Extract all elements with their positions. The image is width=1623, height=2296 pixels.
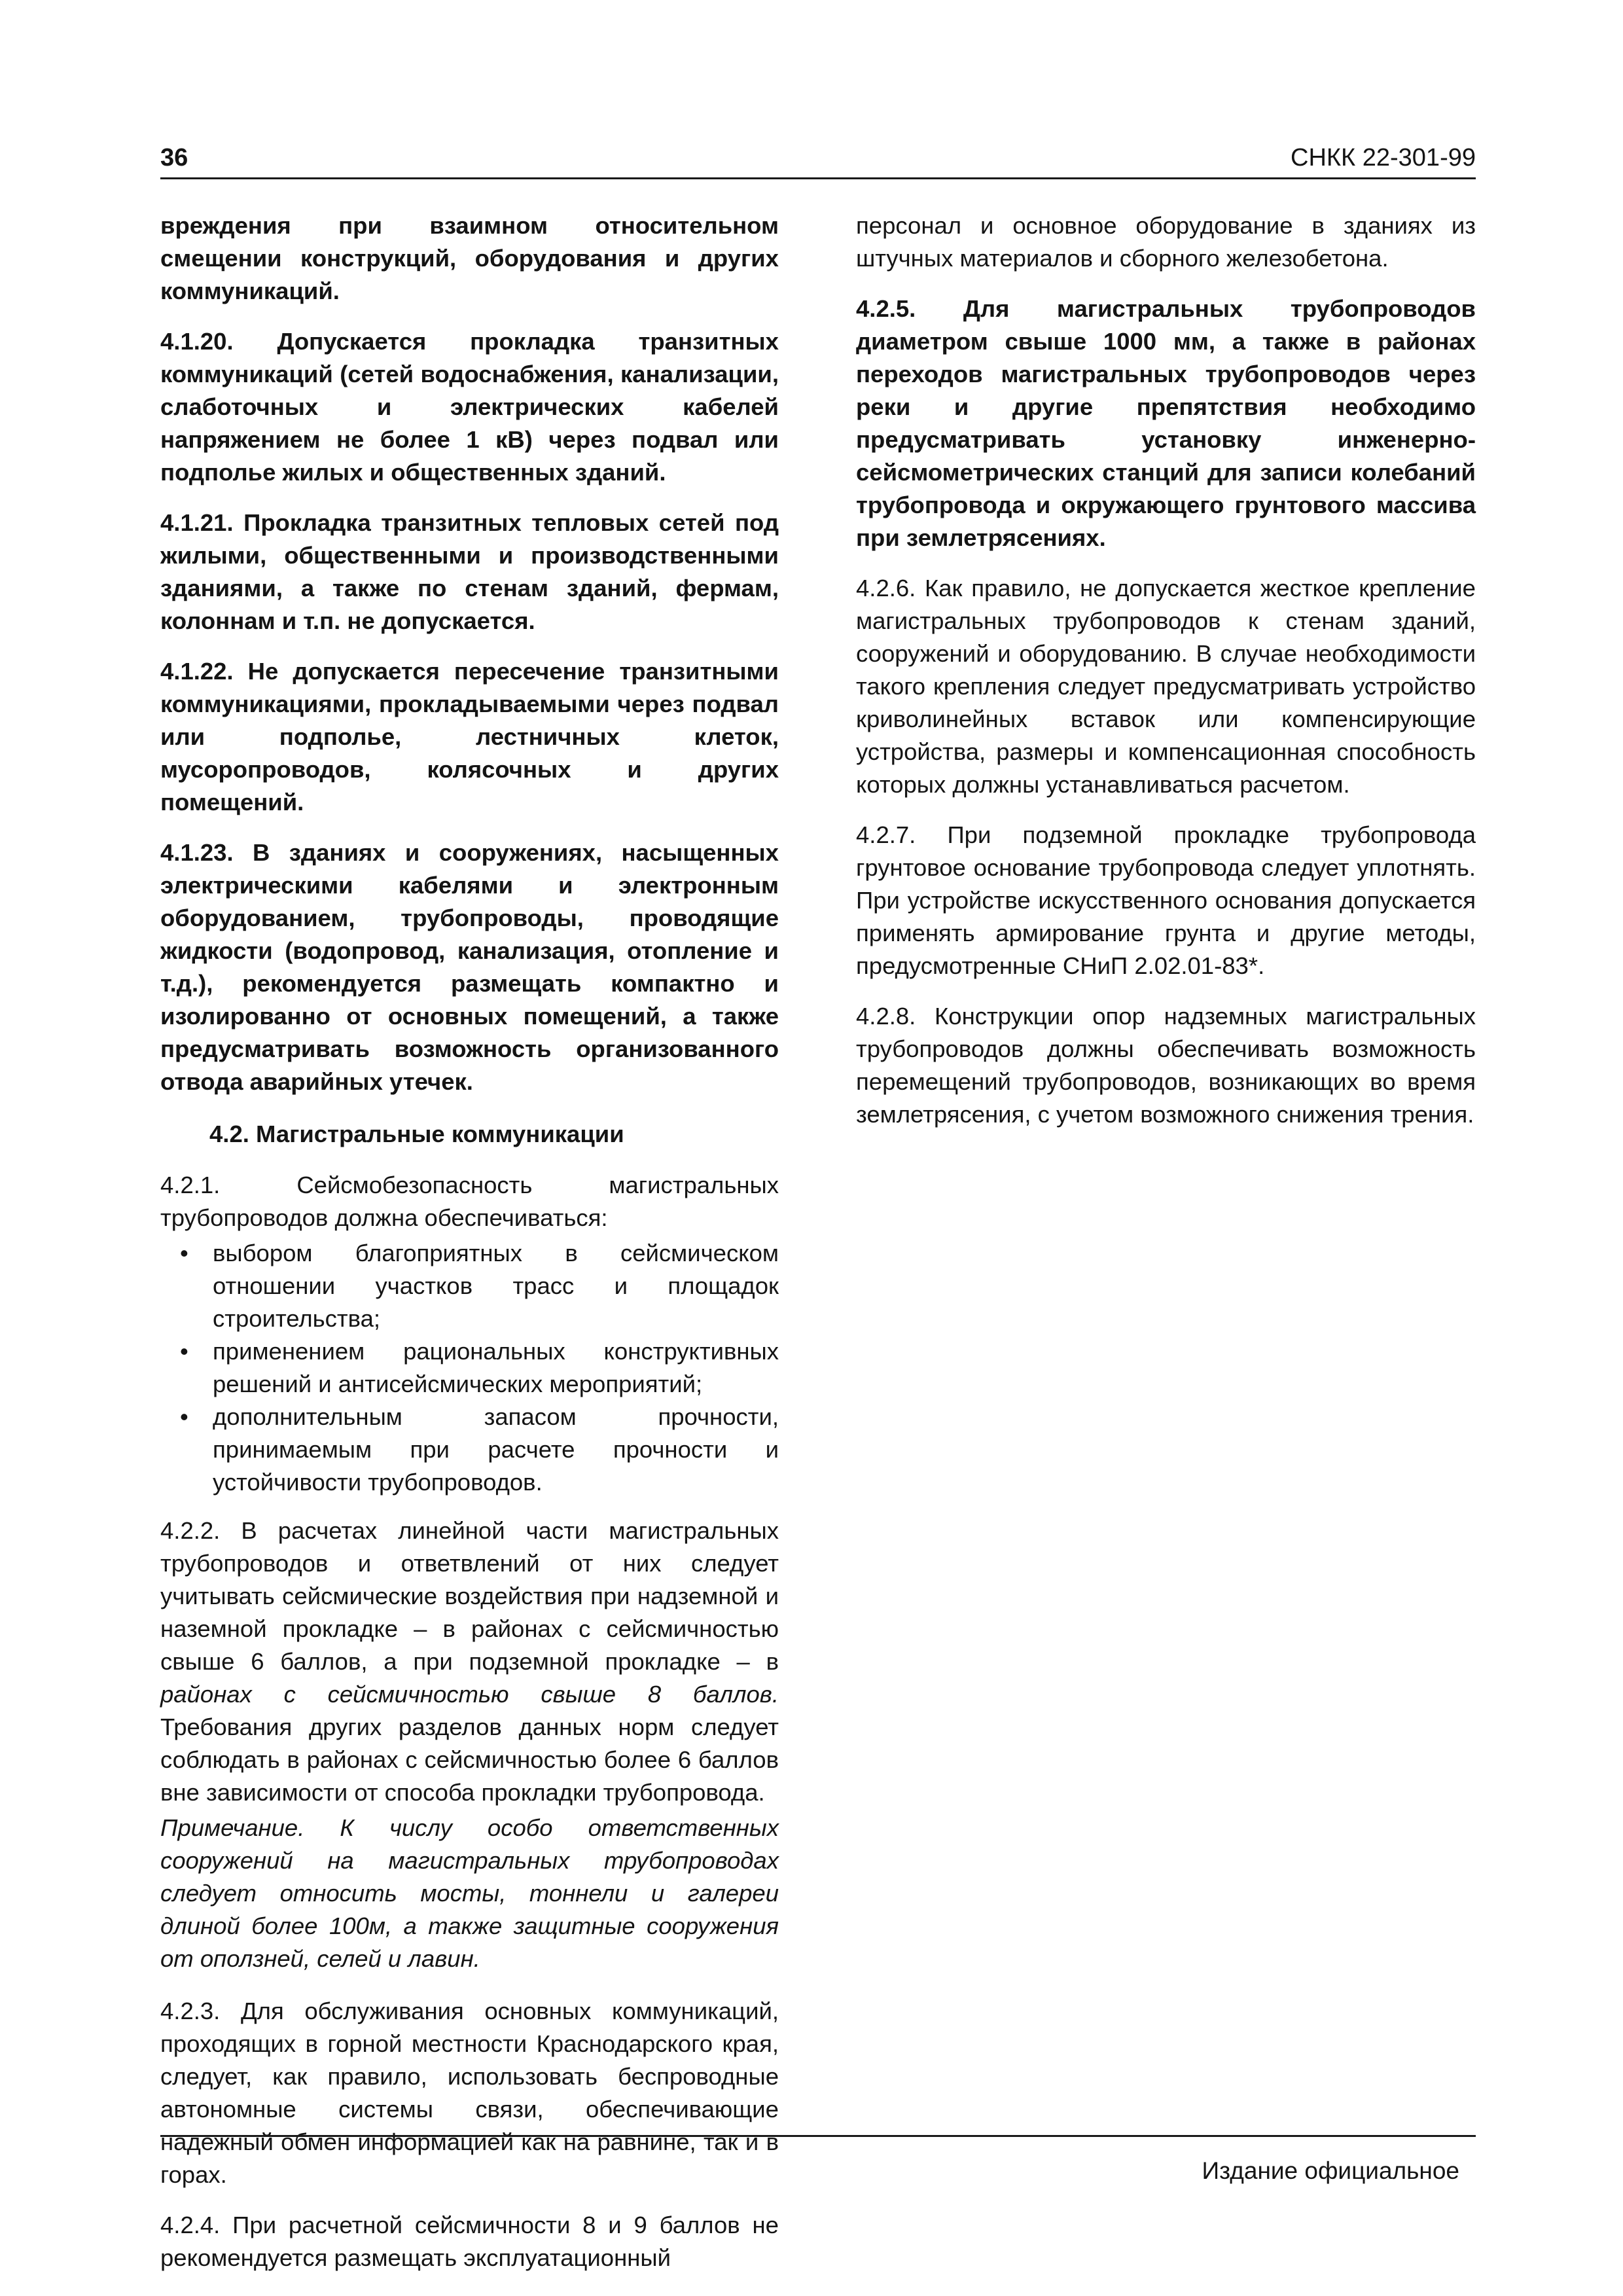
clause-text: Прокладка транзитных тепловых сетей под жилыми, общественными и производственными зданиями, а также по стенам зданий, фермам, колоннам и т.п. не допускается. — [160, 509, 779, 634]
page-number: 36 — [160, 144, 188, 171]
paragraph-4-2-7 — [856, 819, 1476, 982]
clause-text: Для обслуживания основных коммуникаций, проходящих в горной местности Краснодарского края, следует, как правило, использовать беспроводные автономные системы связи, обеспечивающие надежный обмен информацией как на равнине, так и в горах. — [160, 1998, 779, 2188]
paragraph-continuation: персонал и основное оборудование в зданиях из штучных материалов и сборного железобетона. — [856, 212, 1476, 272]
bullet-icon: • — [180, 1338, 188, 1365]
paragraph-4-1-23 — [160, 836, 779, 1098]
clause-number: 4.2.6. — [856, 575, 916, 601]
clause-text: Не допускается пересечение транзитными коммуникациями, прокладываемыми через подвал или подполье, лестничных клеток, мусоропроводов, колясочных и других помещений. — [160, 658, 779, 816]
clause-text: В зданиях и сооружениях, насыщенных электрическими кабелями и электронным оборудованием, трубопроводы, проводящие жидкости (водопровод, канализация, отопление и т.д.), рекомендуется размещать компактно и изолированно от основных помещений, а также предусматривать возможность организованного отвода аварийных утечек. — [160, 839, 779, 1095]
clause-number: 4.1.20. — [160, 328, 234, 355]
clause-text: Допускается прокладка транзитных коммуникаций (сетей водоснабжения, канализации, слаботочных и электрических кабелей напряжением не более 1 кВ) через подвал или подполье жилых и общественных зданий. — [160, 328, 779, 486]
clause-number: 4.1.22. — [160, 658, 234, 685]
note — [160, 1812, 779, 1975]
clause-text: Конструкции опор надземных магистральных трубопроводов должны обеспечивать возможность перемещений трубопроводов, возникающих во время землетрясения, с учетом возможного снижения трения. — [856, 1003, 1476, 1128]
list-item-text: выбором благоприятных в сейсмическом отношении участков трасс и площадок строительства; — [213, 1240, 779, 1332]
right-column — [856, 209, 1476, 1149]
paragraph-4-1-22 — [160, 655, 779, 819]
paragraph-4-2-6 — [856, 572, 1476, 801]
paragraph-continuation: вреждения при взаимном относительном смещении конструкций, оборудования и других коммуникаций. — [160, 212, 779, 304]
paragraph-4-2-2 — [160, 1515, 779, 1809]
left-column — [160, 209, 779, 2292]
clause-text: Требования других разделов данных норм следует соблюдать в районах с сейсмичностью более 6 баллов вне зависимости от способа прокладки трубопровода. — [160, 1713, 779, 1806]
bullet-list — [160, 1237, 779, 1499]
clause-text-italic: районах с сейсмичностью свыше 8 баллов. — [160, 1681, 779, 1708]
note-label: Примечание. — [160, 1814, 305, 1841]
clause-text: При расчетной сейсмичности 8 и 9 баллов не рекомендуется размещать эксплуатационный — [160, 2212, 779, 2271]
clause-text: Для магистральных трубопроводов диаметром свыше 1000 мм, а также в районах переходов магистральных трубопроводов через реки и другие препятствия необходимо предусматривать установку инженерно-сейсмометрических станций для записи колебаний трубопровода и окружающего грунтового массива при землетрясениях. — [856, 295, 1476, 551]
clause-text: Как правило, не допускается жесткое крепление магистральных трубопроводов к стенам зданий, сооружений и оборудованию. В случае необходимости такого крепления следует предусматривать устройство криволинейных вставок или компенсирующие устройства, размеры и компенсационная способность которых должны устанавливаться расчетом. — [856, 575, 1476, 798]
paragraph-4-2-1 — [160, 1169, 779, 1234]
clause-text: При подземной прокладке трубопровода грунтовое основание трубопровода следует уплотнять. При устройстве искусственного основания допускается применять армирование грунта и другие методы, предусмотренные СНиП 2.02.01-83*. — [856, 821, 1476, 979]
clause-number: 4.1.23. — [160, 839, 234, 866]
paragraph-4-2-5 — [856, 293, 1476, 554]
paragraph-4-2-4 — [160, 2209, 779, 2274]
clause-number: 4.2.3. — [160, 1998, 221, 2024]
paragraph-4-1-21 — [160, 507, 779, 637]
list-item-text: применением рациональных конструктивных решений и антисейсмических мероприятий; — [213, 1338, 779, 1397]
clause-number: 4.2.4. — [160, 2212, 221, 2238]
document-code: СНКК 22-301-99 — [1291, 144, 1476, 171]
clause-number: 4.2.5. — [856, 295, 916, 322]
clause-text: Сейсмобезопасность магистральных трубопроводов должна обеспечиваться: — [160, 1172, 779, 1231]
list-item — [160, 1237, 779, 1335]
clause-text: В расчетах линейной части магистральных трубопроводов и ответвлений от них следует учитывать сейсмические воздействия при надземной и наземной прокладке – в районах с сейсмичностью свыше 6 баллов, а при подземной прокладке – в — [160, 1517, 779, 1675]
clause-number: 4.2.1. — [160, 1172, 221, 1198]
list-item — [160, 1335, 779, 1401]
bullet-icon: • — [180, 1240, 188, 1266]
page-header — [160, 141, 1476, 179]
note-text: К числу особо ответственных сооружений на магистральных трубопроводах следует относить мосты, тоннели и галереи длиной более 100м, а также защитные сооружения от оползней, селей и лавин. — [160, 1814, 779, 1972]
section-heading: 4.2. Магистральные коммуникации — [209, 1121, 624, 1147]
clause-number: 4.1.21. — [160, 509, 234, 536]
footer-divider — [160, 2135, 1476, 2137]
clause-number: 4.2.7. — [856, 821, 916, 848]
clause-number: 4.2.8. — [856, 1003, 916, 1030]
paragraph-4-1-20 — [160, 325, 779, 489]
paragraph-4-2-8 — [856, 1000, 1476, 1131]
bullet-icon: • — [180, 1403, 188, 1430]
list-item-text: дополнительным запасом прочности, принимаемым при расчете прочности и устойчивости трубопроводов. — [213, 1403, 779, 1496]
clause-number: 4.2.2. — [160, 1517, 221, 1544]
paragraph-4-2-3 — [160, 1995, 779, 2191]
list-item — [160, 1401, 779, 1499]
edition-label: Издание официальное — [1202, 2157, 1459, 2184]
